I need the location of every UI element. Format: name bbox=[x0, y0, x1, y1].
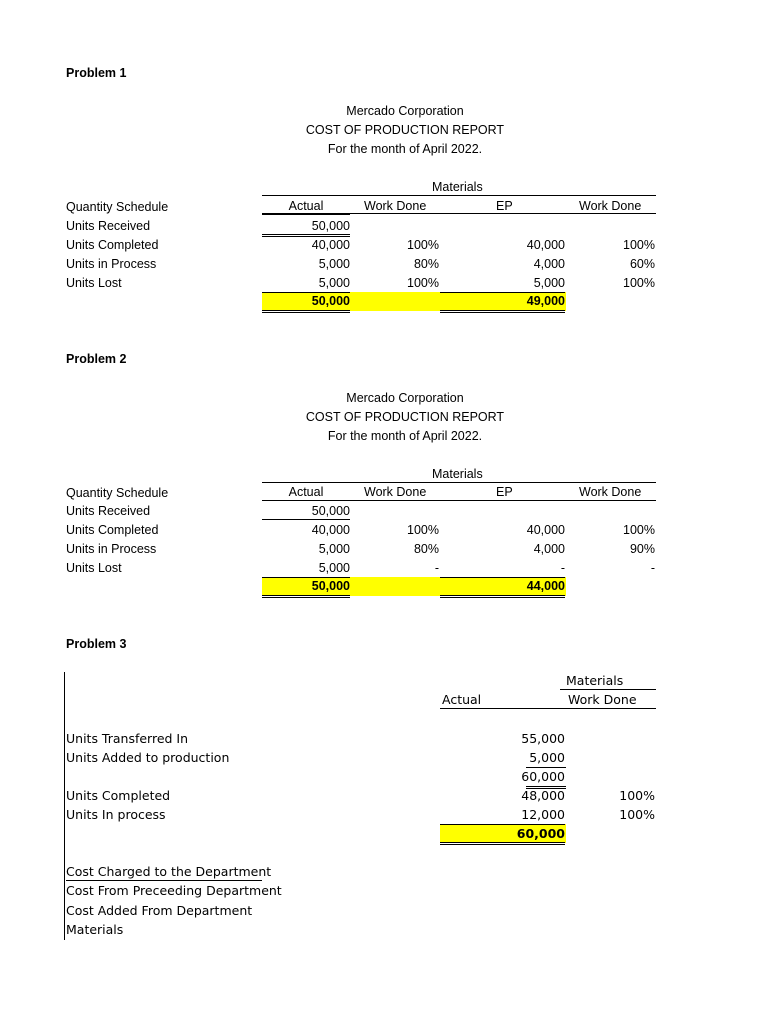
total-actual: 50,000 bbox=[262, 292, 350, 313]
row-label: Units in Process bbox=[66, 257, 157, 271]
work-done-header: Work Done bbox=[364, 485, 427, 499]
report-title: COST OF PRODUCTION REPORT bbox=[305, 410, 505, 424]
work-done-cell-2: - bbox=[650, 561, 655, 575]
actual-cell: 40,000 bbox=[311, 238, 350, 252]
work-done-cell: 80% bbox=[413, 257, 439, 271]
company-name: Mercado Corporation bbox=[346, 391, 464, 405]
problem-2-label: Problem 2 bbox=[66, 352, 127, 366]
actual-cell: 5,000 bbox=[318, 542, 350, 556]
ep-cell: 40,000 bbox=[526, 523, 565, 537]
work-done-header: Work Done bbox=[364, 199, 427, 213]
ep-cell: 4,000 bbox=[533, 257, 565, 271]
row-label: Units Transferred In bbox=[66, 731, 189, 746]
actual-cell: 50,000 bbox=[311, 504, 350, 518]
row-label: Quantity Schedule bbox=[66, 200, 169, 214]
ep-cell: 5,000 bbox=[533, 276, 565, 290]
report-period: For the month of April 2022. bbox=[327, 142, 483, 156]
total-actual: 50,000 bbox=[262, 577, 350, 598]
row-label: Units In process bbox=[66, 807, 166, 822]
header-rule bbox=[262, 482, 656, 483]
row-label: Units Lost bbox=[66, 561, 122, 575]
work-done-cell: 100% bbox=[407, 238, 439, 252]
company-name: Mercado Corporation bbox=[346, 104, 464, 118]
work-done-cell-2: 60% bbox=[629, 257, 655, 271]
ep-cell: 4,000 bbox=[533, 542, 565, 556]
work-done-cell-2: 100% bbox=[623, 238, 655, 252]
actual-cell: 5,000 bbox=[529, 750, 565, 765]
work-done-cell: 100% bbox=[407, 523, 439, 537]
actual-header: Actual bbox=[442, 692, 482, 707]
row-label: Units Completed bbox=[66, 788, 171, 803]
actual-header: Actual bbox=[288, 485, 324, 499]
cost-charged-label: Cost Charged to the Department bbox=[66, 864, 272, 879]
actual-cell: 5,000 bbox=[318, 257, 350, 271]
ep-header: EP bbox=[496, 199, 513, 213]
row-label: Units Received bbox=[66, 219, 151, 233]
subtotal-cell: 60,000 bbox=[521, 769, 565, 784]
work-done-cell-2: 100% bbox=[623, 276, 655, 290]
row-label: Units Lost bbox=[66, 276, 122, 290]
report-period: For the month of April 2022. bbox=[327, 429, 483, 443]
ep-header: EP bbox=[496, 485, 513, 499]
row-label: Units Completed bbox=[66, 238, 159, 252]
work-done-header-2: Work Done bbox=[579, 485, 642, 499]
row-label: Units Received bbox=[66, 504, 151, 518]
actual-header: Actual bbox=[262, 198, 350, 215]
problem-1-label: Problem 1 bbox=[66, 66, 127, 80]
cost-row-label: Materials bbox=[66, 922, 124, 937]
header-underline bbox=[262, 500, 656, 501]
total-ep: 49,000 bbox=[440, 292, 565, 313]
work-done-cell: 100% bbox=[619, 788, 655, 803]
actual-cell: 40,000 bbox=[311, 523, 350, 537]
cost-row-label: Cost From Preceeding Department bbox=[66, 883, 282, 898]
row-label: Units in Process bbox=[66, 542, 157, 556]
work-done-cell: 80% bbox=[413, 542, 439, 556]
actual-cell: 48,000 bbox=[521, 788, 565, 803]
actual-cell: 5,000 bbox=[318, 561, 350, 575]
ep-cell: - bbox=[560, 561, 565, 575]
actual-cell: 50,000 bbox=[311, 219, 350, 233]
subtotal-rule bbox=[262, 234, 350, 235]
left-border bbox=[64, 672, 65, 940]
subtotal-rule bbox=[262, 519, 350, 520]
total-cell: 60,000 bbox=[440, 824, 565, 845]
work-done-cell-2: 90% bbox=[629, 542, 655, 556]
materials-header: Materials bbox=[432, 180, 483, 194]
row-label: Units Added to production bbox=[66, 750, 230, 765]
work-done-cell: 100% bbox=[407, 276, 439, 290]
subtotal-rule bbox=[526, 786, 566, 787]
actual-cell: 5,000 bbox=[318, 276, 350, 290]
cost-row-label: Cost Added From Department bbox=[66, 903, 253, 918]
row-label: Quantity Schedule bbox=[66, 486, 169, 500]
header-underline bbox=[262, 213, 656, 214]
actual-cell: 12,000 bbox=[521, 807, 565, 822]
header-underline bbox=[440, 708, 656, 709]
report-title: COST OF PRODUCTION REPORT bbox=[305, 123, 505, 137]
materials-header: Materials bbox=[566, 673, 624, 688]
total-ep: 44,000 bbox=[440, 577, 565, 598]
subtotal-rule bbox=[526, 767, 566, 768]
work-done-header-2: Work Done bbox=[579, 199, 642, 213]
problem-3-label: Problem 3 bbox=[66, 637, 127, 651]
work-done-header: Work Done bbox=[568, 692, 637, 707]
work-done-cell-2: 100% bbox=[623, 523, 655, 537]
work-done-cell: 100% bbox=[619, 807, 655, 822]
ep-cell: 40,000 bbox=[526, 238, 565, 252]
actual-cell: 55,000 bbox=[521, 731, 565, 746]
header-rule bbox=[262, 195, 656, 196]
row-label: Units Completed bbox=[66, 523, 159, 537]
header-rule bbox=[560, 689, 656, 690]
materials-header: Materials bbox=[432, 467, 483, 481]
work-done-cell: - bbox=[434, 561, 439, 575]
